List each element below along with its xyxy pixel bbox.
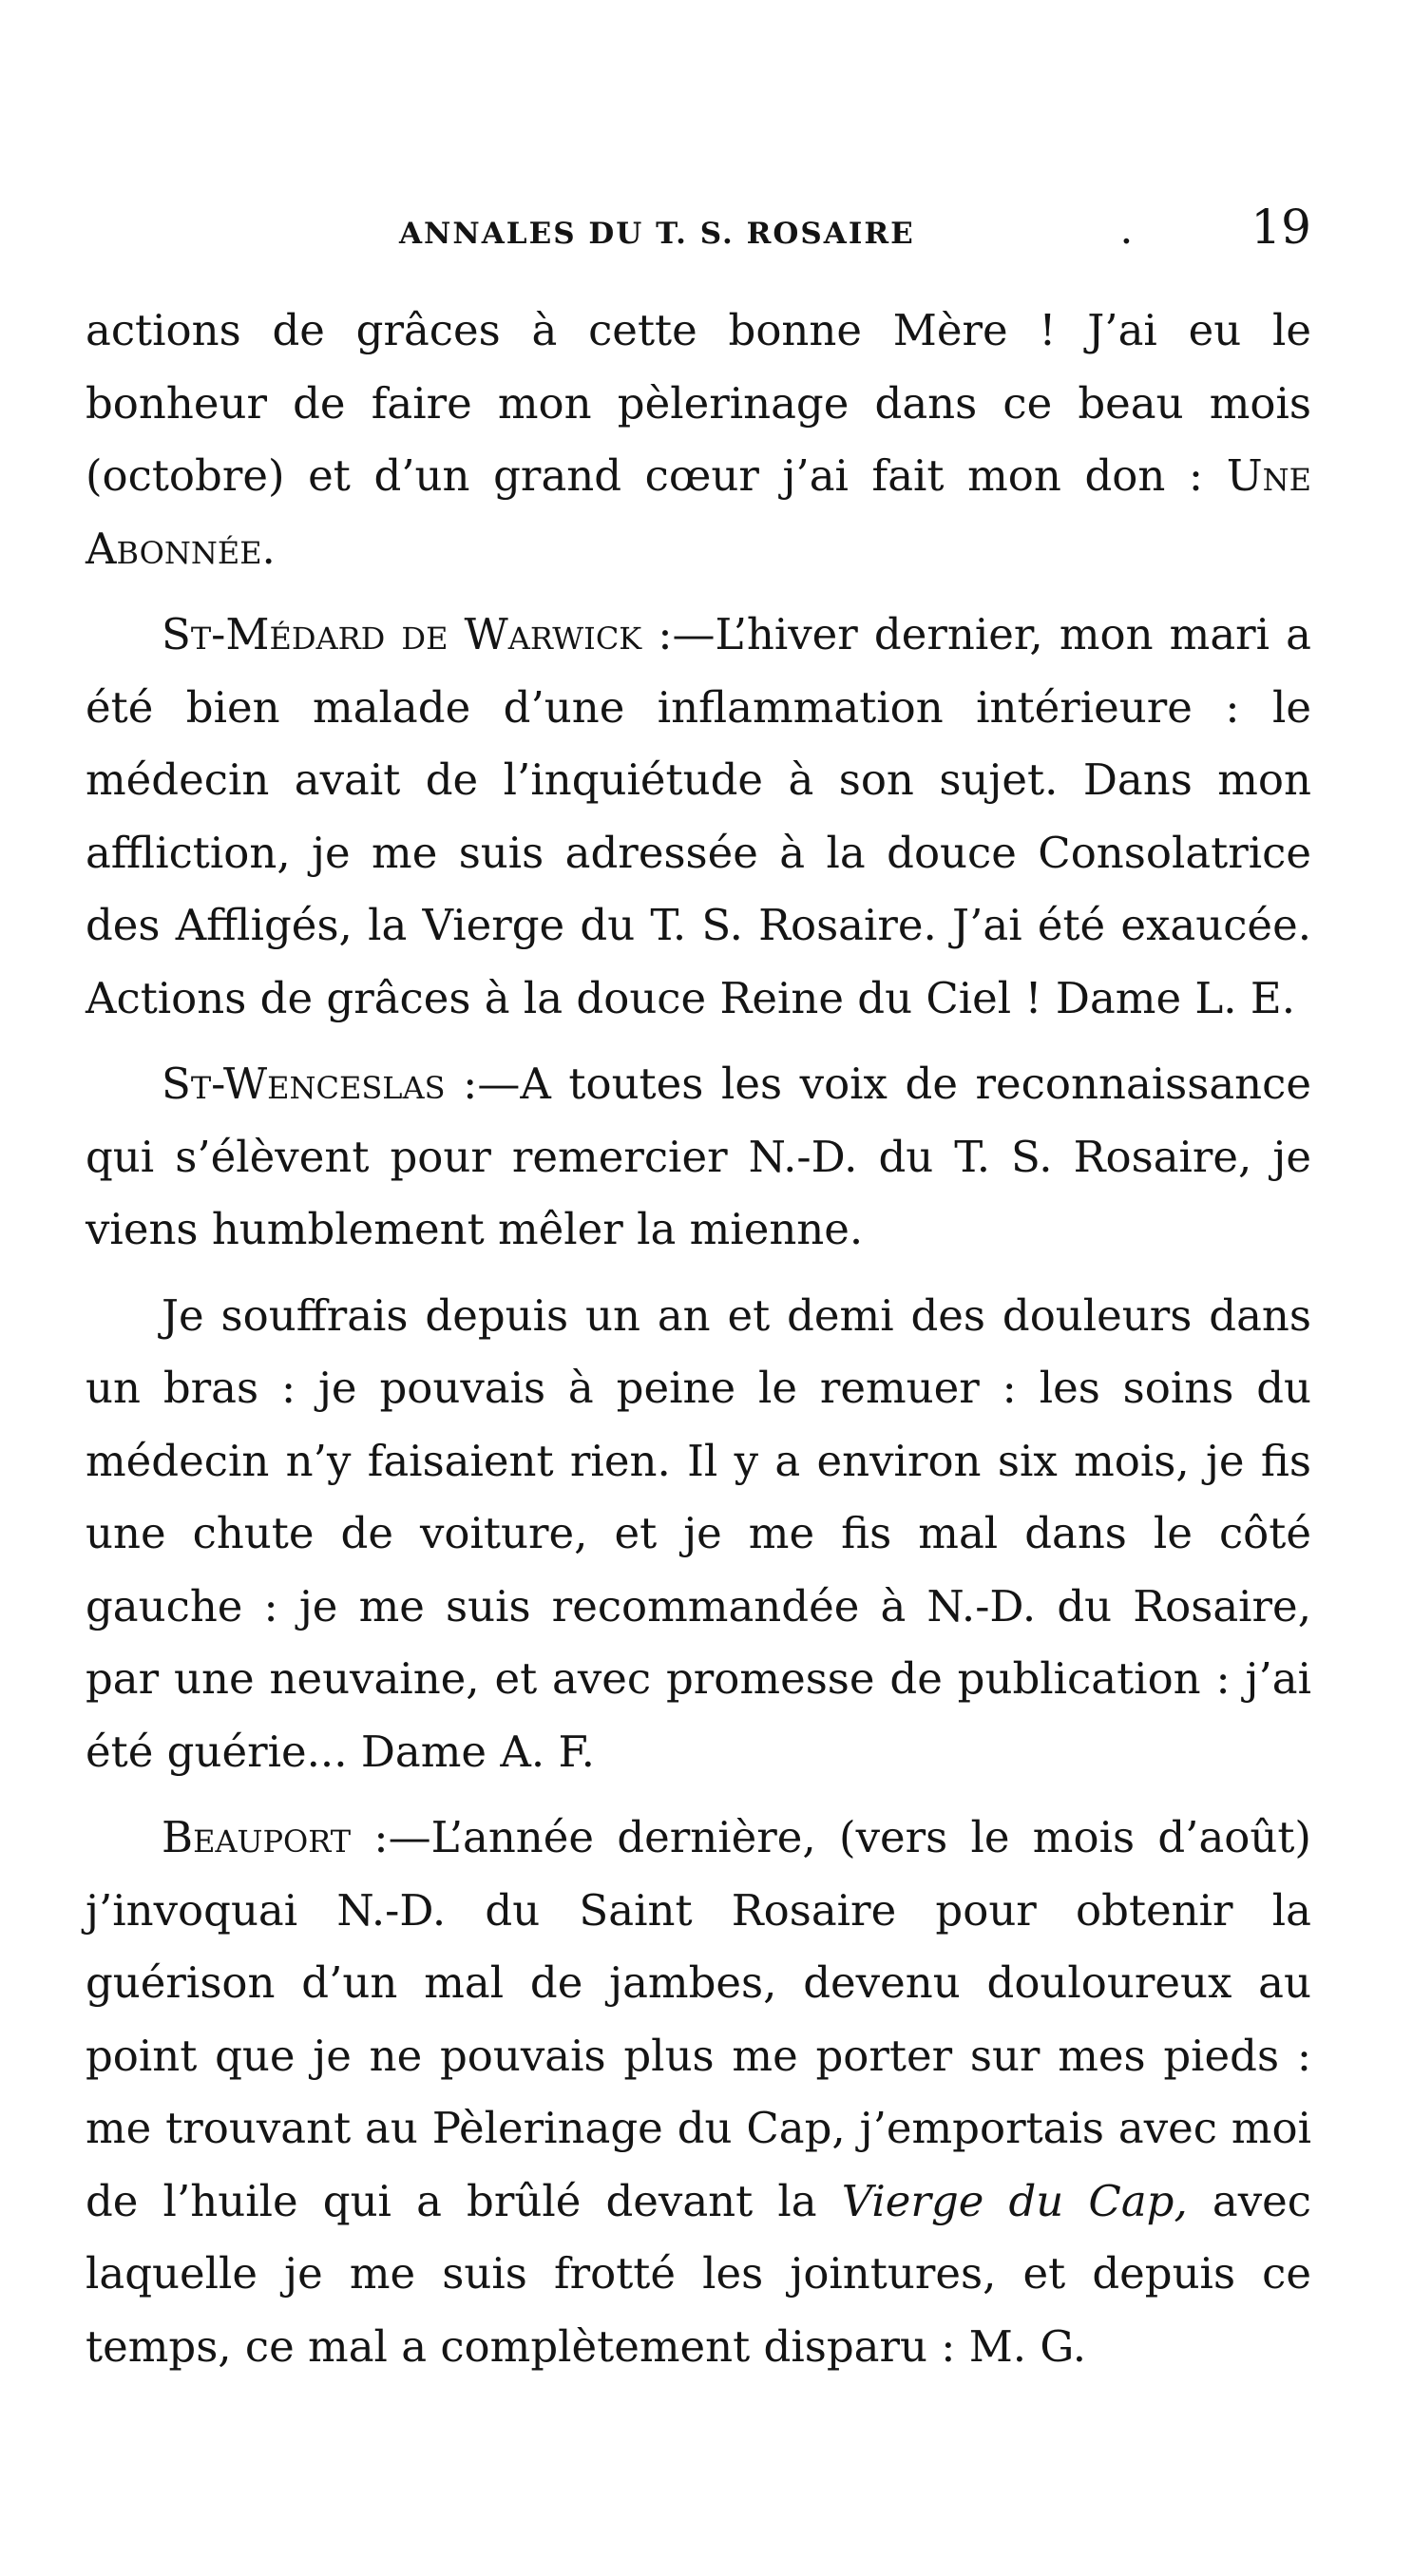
paragraph-1-text: actions de grâces à cette bonne Mère ! J’ai eu le bonheur de faire mon pèlerinage dans ce beau mois (octobre) et d’un grand cœur j’ai fait mon don :	[86, 305, 1311, 501]
paragraph-5	[86, 1802, 1311, 2383]
body-text	[86, 295, 1311, 2383]
running-head-dot: .	[1121, 217, 1132, 251]
paragraph-1	[86, 295, 1311, 585]
paragraph-1-signature: Une Abonnée.	[86, 450, 1311, 574]
paragraph-2	[86, 599, 1311, 1035]
running-title: ANNALES DU T. S. ROSAIRE	[399, 217, 915, 251]
paragraph-3	[86, 1048, 1311, 1267]
paragraph-2-text: :—L’hiver dernier, mon mari a été bien malade d’une inflammation intérieure : le médecin avait de l’inquiétude à son sujet. Dans mon affliction, je me suis adressée à la douce Consolatrice des Affligés, la Vierge du T. S. Rosaire. J’ai été exaucée. Actions de grâces à la douce Reine du Ciel ! Dame L. E.	[86, 609, 1311, 1023]
running-head	[399, 198, 1311, 264]
paragraph-4	[86, 1280, 1311, 1789]
paragraph-3-text: :—A toutes les voix de reconnaissance qui s’élèvent pour remercier N.-D. du T. S. Rosaire, je viens humblement mêler la mienne.	[86, 1059, 1311, 1254]
paragraph-2-place: St-Médard de Warwick	[162, 609, 642, 659]
paragraph-4-text: Je souffrais depuis un an et demi des douleurs dans un bras : je pouvais à peine le remuer : les soins du médecin n’y faisaient rien. Il y a environ six mois, je fis une chute de voiture, et je me fis mal dans le côté gauche : je me suis recommandée à N.-D. du Rosaire, par une neuvaine, et avec promesse de publication : j’ai été guérie... Dame A. F.	[86, 1289, 1311, 1777]
paragraph-5-italic: Vierge du Cap,	[841, 2175, 1188, 2226]
paragraph-3-place: St-Wenceslas	[162, 1059, 446, 1109]
paragraph-5-text-before: :—L’année dernière, (vers le mois d’août) j’invoquai N.-D. du Saint Rosaire pour obtenir la guérison d’un mal de jambes, devenu douloureux au point que je ne pouvais plus me porter sur mes pieds : me trouvant au Pèlerinage du Cap, j’emportais avec moi de l’huile qui a brûlé devant la	[86, 1812, 1311, 2226]
page-number: 19	[1251, 200, 1311, 255]
paragraph-5-text-after: avec laquelle je me suis frotté les jointures, et depuis ce temps, ce mal a complètement disparu : M. G.	[86, 2175, 1312, 2372]
paragraph-5-place: Beauport	[162, 1812, 352, 1862]
